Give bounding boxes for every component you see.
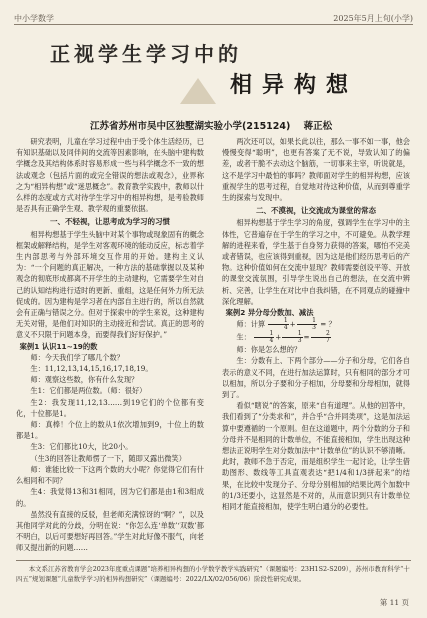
fraction: $\frac{1}{3}$ bbox=[297, 318, 317, 331]
paragraph: 两次还可以，如果长此以往，那么一事不如一事，他会慢慢变得“聪明”，也更有答案了无不说，导致认知了的偏差，或者干脆不去动这个脑筋，一切事来主宰，听说就是，这不是学习中最怕的事吗？教师面对学生的相异构想，应该重视学生的思考过程，自觉地对待这种价值，从而到尊重学生的探索与发现中。 bbox=[222, 137, 410, 203]
fraction: $\frac{2}{7}$ bbox=[311, 331, 331, 344]
dialogue-line: 师：观察这些数，你有什么发现？ bbox=[30, 375, 139, 385]
right-column bbox=[222, 136, 410, 512]
paragraph: 相异构想基于学生学习的角度，强调学生在学习中的主体性，它普遍存在于学生的学习之中，不可避免。从教学理解的进程来看，学生基于自身努力获得的答案，哪怕不完美或者错误，也应该得到重视，因为这是他们经历思考后的产物。这种价值如何在交流中显现？教师需要创设平等、开放的课堂交流氛围，引导学生说出自己的想法，在交流中辨析、完善，让学生在对比中自我纠错，在不同观点的碰撞中深化理解。 bbox=[222, 218, 410, 306]
left-column bbox=[16, 136, 204, 554]
dialogue-text: 生： bbox=[236, 332, 251, 342]
dialogue-line: 生2：我发现11,12,13……到19它们的个位都有变化，十位都是1。 bbox=[16, 397, 204, 418]
dialogue-line: 生4：我觉得13和31相同，因为它们都是由1和3组成的。 bbox=[16, 487, 204, 508]
dialogue-line: 师：计算 $\frac{1}{4}$ + $\frac{1}{3}$ = ？ bbox=[236, 317, 336, 332]
paragraph: （生3的回答让教师愣了一下，随即又露出微笑） bbox=[30, 453, 186, 463]
fraction: $\frac{1}{3}$ bbox=[282, 331, 302, 344]
dialogue-line: 生：11,12,13,14,15,16,17,18,19。 bbox=[30, 364, 153, 374]
dialogue-line: 师：你是怎么想的？ bbox=[236, 345, 302, 355]
author-line bbox=[90, 118, 413, 132]
case-heading: 案例2 异分母分数加、减法 bbox=[225, 308, 314, 318]
page-header bbox=[14, 8, 413, 25]
dialogue-line: 师：谁能比较一下这两个数的大小呢？你觉得它们有什么相同和不同？ bbox=[16, 464, 204, 486]
article-title bbox=[50, 38, 380, 110]
dialogue-line: 生3：它们都比10大，比20小。 bbox=[30, 442, 133, 452]
case-heading: 案例1 认识11~19的数 bbox=[19, 341, 98, 351]
dialogue-line: 生1：它们都是两位数。（师：很好） bbox=[30, 386, 147, 396]
dialogue-text: 师：计算 bbox=[236, 319, 266, 329]
paragraph: 相异构想基于学生头脑中对某个事物或现象固有的概念框架或解释结构，是学生对客观环境的能动反应，标志着学生内部思考与外部环境交互作用的开始。建构主义认为：“一个问题的真正解决，一种方法的基础掌握以及某种观念的彻底形成都离不开学生的主动建构，它需要学生对自己的认知结构进行适时的更新、重组，这是任何外力所无法促成的。因为建构是学习者在内部自主进行的，所以自然就会有正确与错误之分。但对于探索中的学生来说，这种建构无关对错，是他们对知识的主动接近和尝试。真正的思考的意义不只限于问题本身，而要得我们好好保护。” bbox=[16, 229, 204, 340]
formula-text: = ？ bbox=[320, 319, 336, 329]
section-heading: 一、不轻视，让思考成为学习的习惯 bbox=[50, 217, 170, 227]
dialogue-line: 生： $\frac{1}{4}$ + $\frac{1}{3}$ = $\frac{2}{7}$ bbox=[236, 330, 330, 345]
dialogue-line: 师：真棒！个位上的数从1依次增加到9，十位上的数都是1。 bbox=[16, 420, 204, 441]
fraction: $\frac{1}{4}$ bbox=[268, 318, 288, 331]
title-main: 正视学生学习中的 bbox=[50, 42, 242, 66]
page-number: 第 11 页 bbox=[379, 598, 409, 607]
author-name: 蒋正松 bbox=[303, 121, 333, 132]
paragraph: 虽然没有直接的反驳，但老师充满惊讶的“啊？”，以及其他同学对此的分歧，分明在说：“你怎么连‘单数’‘双数’都不明白，以后可要想好再回答。”学生对此好像不服气，向老师又提出新的问题…… bbox=[16, 509, 204, 553]
paragraph: 研究表明，儿童在学习过程中由于受个体生活经历，已有知识基础以及同伴间的交流等因素影响，在头脑中建构数学概念及其结构体系时容易形成一些与科学概念不一致的想法或观念（包括片面的或完全错误的想法或观念），业界称之为“相异构想”或“迷思概念”。教育教学实践中，教师以什么样的态度或方式对待学生学习中的相异构想，是考验教师是否具有正确学生观、教学观的重要依据。 bbox=[16, 137, 204, 214]
section-heading: 二、不漠视，让交流成为课堂的常态 bbox=[256, 206, 376, 216]
decorative-triangle bbox=[180, 78, 216, 104]
author-affiliation: 江苏省苏州市吴中区独墅湖实验小学(215124) bbox=[90, 121, 291, 132]
fraction: $\frac{1}{4}$ bbox=[254, 331, 274, 344]
journal-name: 中小学数学 bbox=[14, 14, 54, 23]
footnote: 本文系江苏省教育学会2023年度重点课题“培养相异构想的小学数学教学实践研究”（课题编号：23H1S2-S209），苏州市教育科学“十四五”规划课题“儿童数学学习的相异构想研究”（课题编号：2022/LX/02/056/06）阶段性研究成果。 bbox=[16, 560, 411, 584]
issue-date: 2025年5月上旬(小学) bbox=[333, 14, 413, 23]
title-accent: 相异构想 bbox=[230, 73, 359, 98]
dialogue-line: 师：今天我们学了哪几个数？ bbox=[30, 352, 124, 362]
paragraph: 看似“瞎说”的答案，原来“自有道理”。从他的回答中，我们看到了“分类求和”，并合乎“合并同类项”，这是加法运算中要遵循的一个原则。但在这道题中，两个分数的分子和分母并不是相同的计数单位，不能直接相加，学生出现这种想法正说明学生对分数加法中“计数单位”的认识不够清晰。此时，教师不急于否定，而是组织学生一起讨论，让学生借助图形、数线等工具直观表达“把1/4和1/3拼起来”的结果，在比较中发现分子、分母分别相加的结果比两个加数中的1/3还要小，这显然是不对的，从而意识到只有计数单位相同才能直接相加，使学生明白通分的必要性。 bbox=[222, 401, 410, 512]
paragraph: 生：分数有上、下两个部分——分子和分母，它们各自表示的意义不同，在进行加法运算时，只有相同的部分才可以相加，所以分子要和分子相加，分母要和分母相加，就得到了。 bbox=[222, 356, 410, 400]
